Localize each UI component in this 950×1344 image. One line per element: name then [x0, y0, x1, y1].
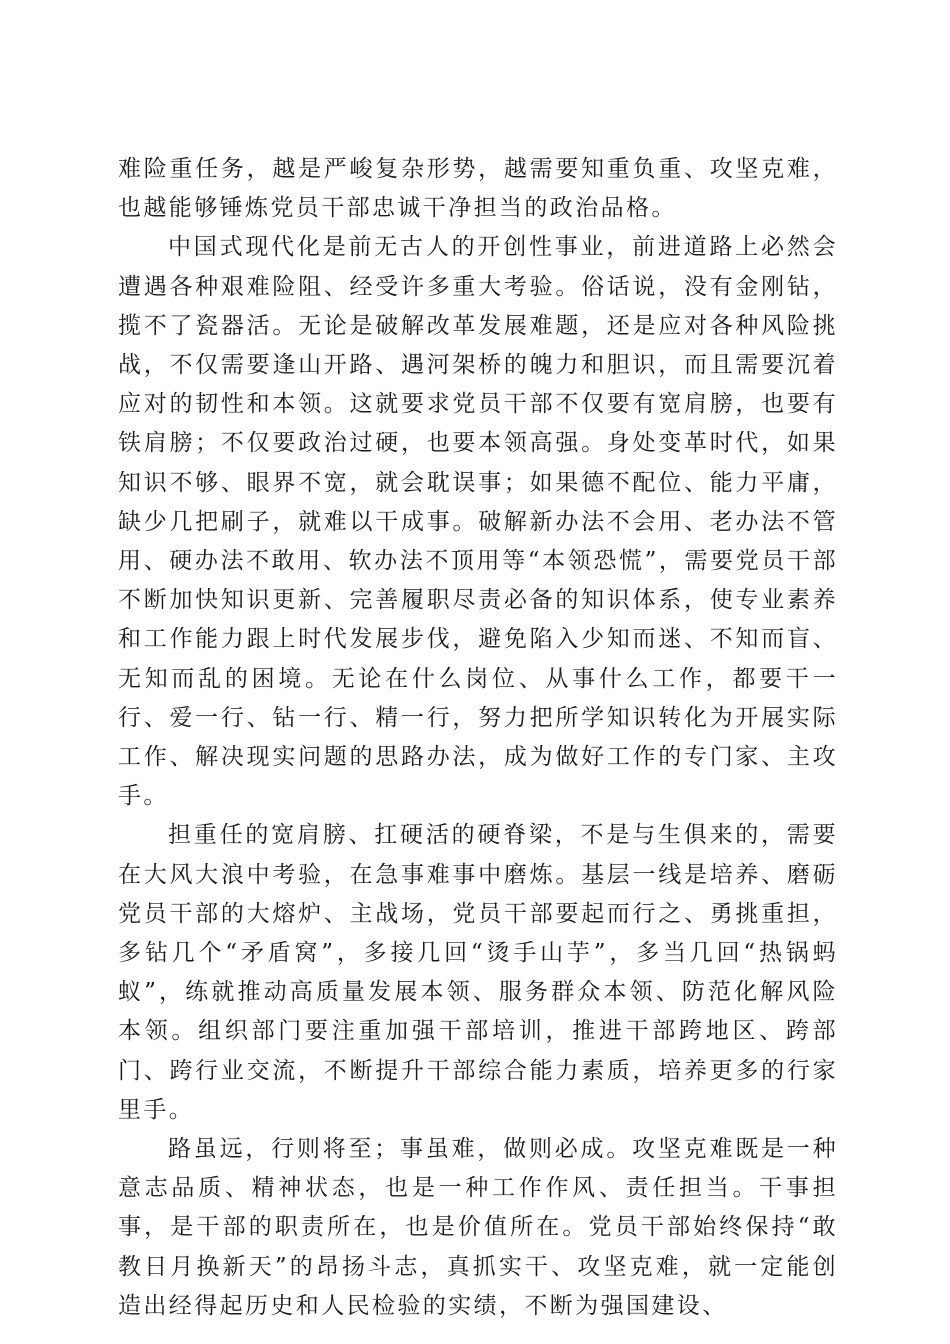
- body-text: [118, 150, 838, 1326]
- paragraph-perseverance: 路虽远，行则将至；事虽难，做则必成。攻坚克难既是一种意志品质、精神状态，也是一种工作作风、责任担当。干事担事，是干部的职责所在，也是价值所在。党员干部始终保持“敢教日月换新天”的昂扬斗志，真抓实干、攻坚克难，就一定能创造出经得起历史和人民检验的实绩，不断为强国建设、: [118, 1136, 838, 1319]
- paragraph-continuation: 难险重任务，越是严峻复杂形势，越需要知重负重、攻坚克难，也越能够锤炼党员干部忠诚干净担当的政治品格。: [118, 156, 838, 222]
- paragraph-modernization: 中国式现代化是前无古人的开创性事业，前进道路上必然会遭遇各种艰难险阻、经受许多重大考验。俗话说，没有金刚钻，揽不了瓷器活。无论是破解改革发展难题，还是应对各种风险挑战，不仅需要逢山开路、遇河架桥的魄力和胆识，而且需要沉着应对的韧性和本领。这就要求党员干部不仅要有宽肩膀，也要有铁肩膀；不仅要政治过硬，也要本领高强。身处变革时代，如果知识不够、眼界不宽，就会耽误事；如果德不配位、能力平庸，缺少几把刷子，就难以干成事。破解新办法不会用、老办法不管用、硬办法不敢用、软办法不顶用等“本领恐慌”，需要党员干部不断加快知识更新、完善履职尽责必备的知识体系，使专业素养和工作能力跟上时代发展步伐，避免陷入少知而迷、不知而盲、无知而乱的困境。无论在什么岗位、从事什么工作，都要干一行、爱一行、钻一行、精一行，努力把所学知识转化为开展实际工作、解决现实问题的思路办法，成为做好工作的专门家、主攻手。: [118, 234, 838, 810]
- paragraph-responsibility: 担重任的宽肩膀、扛硬活的硬脊梁，不是与生俱来的，需要在大风大浪中考验，在急事难事中磨炼。基层一线是培养、磨砺党员干部的大熔炉、主战场，党员干部要起而行之、勇挑重担，多钻几个“矛盾窝”，多接几回“烫手山芋”，多当几回“热锅蚂蚁”，练就推动高质量发展本领、服务群众本领、防范化解风险本领。组织部门要注重加强干部培训，推进干部跨地区、跨部门、跨行业交流，不断提升干部综合能力素质，培养更多的行家里手。: [118, 822, 838, 1123]
